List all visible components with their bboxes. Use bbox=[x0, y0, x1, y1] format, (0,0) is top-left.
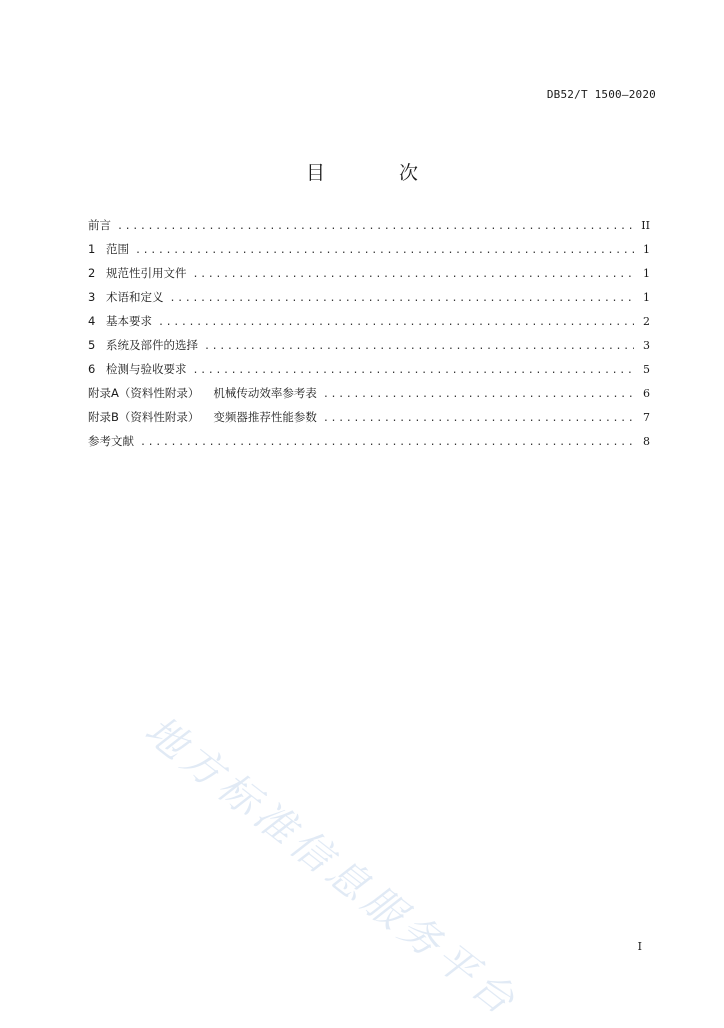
toc-entry-subtitle: 机械传动效率参考表 bbox=[213, 386, 317, 400]
toc-entry[interactable] bbox=[88, 313, 650, 337]
toc-entry-page: 1 bbox=[643, 267, 650, 280]
toc-dot-leader bbox=[117, 221, 634, 232]
toc-entry[interactable] bbox=[88, 289, 650, 313]
toc-entry-page: 6 bbox=[643, 387, 650, 400]
toc-entry-page: 7 bbox=[643, 411, 650, 424]
toc-entry-number: 1 bbox=[88, 242, 96, 256]
table-of-contents bbox=[88, 217, 650, 457]
toc-entry-page: 1 bbox=[643, 291, 650, 304]
toc-entry[interactable] bbox=[88, 337, 650, 361]
toc-dot-leader bbox=[323, 413, 634, 424]
toc-dot-leader bbox=[170, 293, 635, 304]
toc-entry[interactable] bbox=[88, 217, 650, 241]
toc-dot-leader bbox=[135, 245, 634, 256]
toc-dot-leader bbox=[323, 389, 634, 400]
page-number: I bbox=[637, 940, 642, 953]
toc-entry-label: 前言 bbox=[88, 218, 111, 232]
toc-entry-label: 检测与验收要求 bbox=[106, 362, 187, 376]
toc-entry[interactable] bbox=[88, 361, 650, 385]
toc-dot-leader bbox=[158, 317, 634, 328]
toc-dot-leader bbox=[140, 437, 634, 448]
toc-entry[interactable] bbox=[88, 409, 650, 433]
toc-entry-label: 附录A（资料性附录） bbox=[88, 386, 200, 400]
toc-entry-number: 4 bbox=[88, 314, 96, 328]
toc-dot-leader bbox=[204, 341, 634, 352]
toc-entry-page: 5 bbox=[643, 363, 650, 376]
toc-entry-page: 1 bbox=[643, 243, 650, 256]
toc-dot-leader bbox=[193, 365, 635, 376]
toc-entry-subtitle: 变频器推荐性能参数 bbox=[213, 410, 317, 424]
toc-entry-page: 3 bbox=[643, 339, 650, 352]
toc-entry[interactable] bbox=[88, 241, 650, 265]
toc-entry-page: 8 bbox=[643, 435, 650, 448]
toc-entry-label: 参考文献 bbox=[88, 434, 134, 448]
toc-entry-label: 基本要求 bbox=[106, 314, 152, 328]
toc-title: 目 次 bbox=[305, 162, 453, 184]
toc-entry-label: 术语和定义 bbox=[106, 290, 164, 304]
toc-entry[interactable] bbox=[88, 433, 650, 457]
standard-number: DB52/T 1500—2020 bbox=[546, 88, 656, 101]
toc-entry-label: 规范性引用文件 bbox=[106, 266, 187, 280]
toc-entry-number: 2 bbox=[88, 266, 96, 280]
toc-entry-label: 范围 bbox=[106, 242, 129, 256]
toc-entry-number: 3 bbox=[88, 290, 96, 304]
toc-entry-page: 2 bbox=[643, 315, 650, 328]
toc-dot-leader bbox=[193, 269, 635, 280]
toc-entry[interactable] bbox=[88, 265, 650, 289]
toc-entry-label: 系统及部件的选择 bbox=[106, 338, 198, 352]
toc-entry-label: 附录B（资料性附录） bbox=[88, 410, 200, 424]
toc-entry-number: 5 bbox=[88, 338, 96, 352]
watermark: 地方标准信息服务平台 bbox=[136, 707, 527, 1027]
toc-entry-page: II bbox=[641, 219, 650, 232]
toc-entry-number: 6 bbox=[88, 362, 96, 376]
toc-entry[interactable] bbox=[88, 385, 650, 409]
